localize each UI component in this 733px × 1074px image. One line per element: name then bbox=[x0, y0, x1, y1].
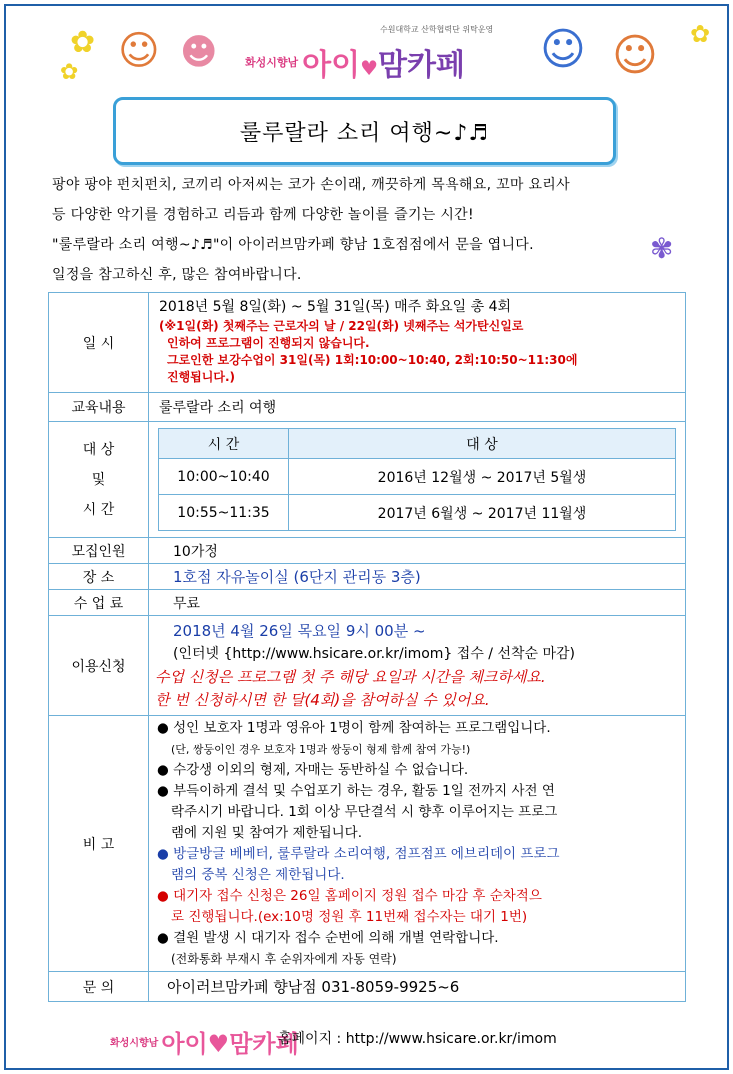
schedule-row bbox=[49, 293, 686, 393]
remarks-label: 비 고 bbox=[49, 716, 149, 972]
header bbox=[0, 0, 733, 95]
recruit-label: 모집인원 bbox=[49, 538, 149, 564]
apply-row bbox=[49, 616, 686, 716]
apply-link[interactable]: (인터넷 {http://www.hsicare.or.kr/imom} 접수 / 선착순 마감) bbox=[173, 645, 575, 662]
remark-item: 부득이하게 결석 및 수업포기 하는 경우, 활동 1일 전까지 사전 연 bbox=[173, 782, 555, 799]
footer-logo-location: 화성시향남 bbox=[110, 1038, 159, 1049]
row-target: 2017년 6월생 ~ 2017년 11월생 bbox=[289, 495, 676, 531]
remark-item: 수강생 이외의 형제, 자매는 동반하실 수 없습니다. bbox=[173, 761, 469, 778]
target-cell bbox=[149, 422, 686, 538]
footer-logo-text: 아이♥맘카페 bbox=[161, 1030, 299, 1058]
girl-character-icon: ☺ bbox=[118, 28, 160, 74]
logo bbox=[245, 40, 465, 84]
target-table bbox=[158, 428, 676, 531]
target-header bbox=[159, 429, 676, 459]
col-target: 대 상 bbox=[289, 429, 676, 459]
intro-line: 등 다양한 악기를 경험하고 리듬과 함께 다양한 놀이를 즐기는 시간! bbox=[52, 207, 474, 223]
target-label-2: 및 bbox=[91, 471, 106, 488]
homepage-link[interactable]: 홈페이지 : http://www.hsicare.or.kr/imom bbox=[278, 1031, 557, 1047]
row-target: 2016년 12월생 ~ 2017년 5월생 bbox=[289, 459, 676, 495]
schedule-cell bbox=[149, 293, 686, 393]
page-title: 룰루랄라 소리 여행~♪♬ bbox=[239, 120, 490, 146]
bullet-icon: ● bbox=[157, 929, 169, 946]
content-label: 교육내용 bbox=[49, 393, 149, 422]
intro-text bbox=[52, 170, 692, 290]
info-table bbox=[48, 292, 686, 1002]
row-time: 10:55~11:35 bbox=[159, 495, 289, 531]
table-row bbox=[159, 459, 676, 495]
target-row bbox=[49, 422, 686, 538]
butterfly-icon: ✿ bbox=[60, 60, 79, 85]
remark-item: 결원 발생 시 대기자 접수 순번에 의해 개별 연락합니다. bbox=[173, 929, 499, 946]
inquiry-value: 아이러브맘카페 향남점 031-8059-9925~6 bbox=[149, 972, 686, 1002]
intro-line: "룰루랄라 소리 여행~♪♬"이 아이러브맘카페 향남 1호점점에서 문을 엽니다. bbox=[52, 237, 534, 253]
schedule-label: 일 시 bbox=[49, 293, 149, 393]
col-time: 시 간 bbox=[159, 429, 289, 459]
schedule-note: (※1일(화) 첫째주는 근로자의 날 / 22일(화) 넷째주는 석가탄신일로 bbox=[159, 319, 524, 333]
logo-text-2: 맘카페 bbox=[378, 48, 465, 83]
intro-line: 팡야 팡야 펀치펀치, 코끼리 아저씨는 코가 손이래, 깨끗하게 목욕해요, 꼬마 요리사 bbox=[52, 177, 570, 193]
inquiry-label: 문 의 bbox=[49, 972, 149, 1002]
table-row bbox=[159, 495, 676, 531]
remark-note: (단, 쌍둥이인 경우 보호자 1명과 쌍둥이 형제 함께 참여 가능!) bbox=[171, 742, 471, 756]
remark-item: 로 진행됩니다.(ex:10명 정원 후 11번째 접수자는 대기 1번) bbox=[171, 908, 528, 925]
butterfly-icon: ✿ bbox=[690, 20, 711, 48]
remark-item: 램에 지원 및 참여가 제한됩니다. bbox=[171, 824, 362, 841]
remarks-cell bbox=[149, 716, 686, 972]
content-row bbox=[49, 393, 686, 422]
schedule-note: 진행됩니다.) bbox=[167, 370, 236, 384]
footer-logo bbox=[110, 1024, 299, 1059]
boy-character-icon: ☺ bbox=[540, 24, 586, 75]
recruit-row bbox=[49, 538, 686, 564]
place-row bbox=[49, 564, 686, 590]
schedule-note: 인하여 프로그램이 진행되지 않습니다. bbox=[167, 336, 370, 350]
target-label bbox=[49, 422, 149, 538]
remark-item: 성인 보호자 1명과 영유아 1명이 함께 참여하는 프로그램입니다. bbox=[173, 719, 551, 736]
place-label: 장 소 bbox=[49, 564, 149, 590]
logo-location: 화성시향남 bbox=[245, 56, 299, 69]
intro-line: 일정을 참고하신 후, 많은 참여바랍니다. bbox=[52, 267, 302, 283]
recruit-value: 10가정 bbox=[149, 538, 686, 564]
logo-subtitle: 수원대학교 산학협력단 위탁운영 bbox=[380, 25, 494, 34]
remarks-row bbox=[49, 716, 686, 972]
bullet-icon: ● bbox=[157, 761, 169, 778]
bullet-icon: ● bbox=[157, 782, 169, 799]
fee-value: 무료 bbox=[149, 590, 686, 616]
apply-label: 이용신청 bbox=[49, 616, 149, 716]
girl-character-icon: ☺ bbox=[612, 30, 658, 81]
schedule-note: 그로인한 보강수업이 31일(목) 1회:10:00~10:40, 2회:10:50~11:30에 bbox=[167, 353, 578, 367]
apply-warning: 한 번 신청하시면 한 달(4회)을 참여하실 수 있어요. bbox=[155, 690, 490, 709]
pig-character-icon: ☻ bbox=[180, 32, 218, 73]
remark-note: (전화통화 부재시 후 순위자에게 자동 연락) bbox=[171, 951, 397, 966]
target-label-1: 대 상 bbox=[82, 441, 115, 458]
fee-row bbox=[49, 590, 686, 616]
inquiry-row bbox=[49, 972, 686, 1002]
title-box bbox=[113, 97, 616, 165]
apply-warning: 수업 신청은 프로그램 첫 주 해당 요일과 시간을 체크하세요. bbox=[155, 667, 546, 686]
schedule-main: 2018년 5월 8일(화) ~ 5월 31일(목) 매주 화요일 총 4회 bbox=[159, 299, 512, 315]
bullet-icon: ● bbox=[157, 719, 169, 736]
place-value: 1호점 자유놀이실 (6단지 관리동 3층) bbox=[149, 564, 686, 590]
remark-item: 락주시기 바랍니다. 1회 이상 무단결석 시 향후 이루어지는 프로그 bbox=[171, 803, 558, 820]
remark-item: 램의 중복 신청은 제한됩니다. bbox=[171, 866, 345, 883]
remark-item: 대기자 접수 신청은 26일 홈페이지 정원 접수 마감 후 순차적으 bbox=[173, 887, 542, 904]
target-label-3: 시 간 bbox=[82, 501, 115, 518]
fee-label: 수 업 료 bbox=[49, 590, 149, 616]
content-value: 룰루랄라 소리 여행 bbox=[149, 393, 686, 422]
butterfly-icon: ✿ bbox=[70, 25, 96, 60]
remark-item: 방글방글 베베터, 룰루랄라 소리여행, 점프점프 에브리데이 프로그 bbox=[173, 845, 560, 862]
logo-text-1: 아이 bbox=[302, 48, 361, 83]
butterfly-icon: ✾ bbox=[650, 232, 674, 265]
row-time: 10:00~10:40 bbox=[159, 459, 289, 495]
apply-date: 2018년 4월 26일 목요일 9시 00분 ~ bbox=[173, 621, 426, 640]
bullet-icon: ● bbox=[157, 845, 169, 862]
apply-cell bbox=[149, 616, 686, 716]
bullet-icon: ● bbox=[157, 887, 169, 904]
logo-heart: ♥ bbox=[360, 56, 379, 80]
footer bbox=[110, 1012, 630, 1057]
